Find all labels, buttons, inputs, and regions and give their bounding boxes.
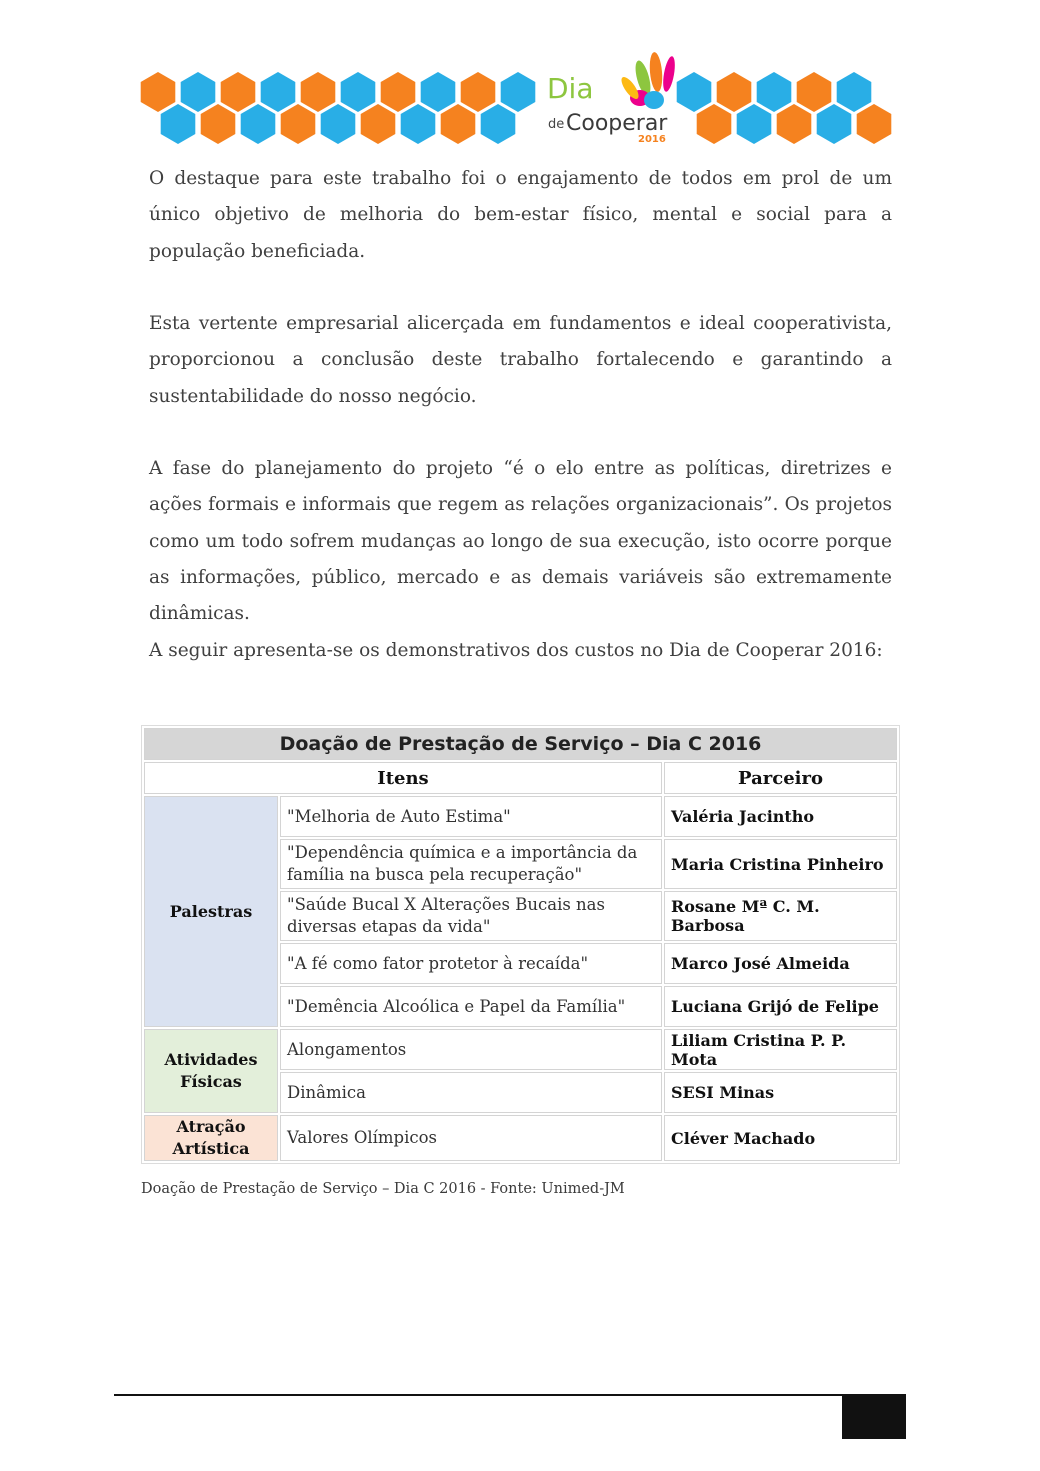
hexagon-shape xyxy=(281,104,316,144)
hexagon-shape xyxy=(341,72,376,112)
partner-cell: Valéria Jacintho xyxy=(664,796,897,837)
item-cell: "A fé como fator protetor à recaída" xyxy=(280,943,662,984)
table-row xyxy=(144,796,897,837)
paragraph-3: A fase do planejamento do projeto “é o elo entre as políticas, diretrizes e ações formais e informais que regem as relações organizacionais”. Os projetos como um todo sofrem mudanças ao longo de sua execução, isto ocorre porque as informações, público, mercado e as demais variáveis são extremamente dinâmicas. xyxy=(149,458,892,625)
hexagon-shape xyxy=(837,72,872,112)
hexagon-shape xyxy=(481,104,516,144)
paragraph-4: A seguir apresenta-se os demonstrativos dos custos no Dia de Cooperar 2016: xyxy=(149,640,883,661)
item-cell: "Melhoria de Auto Estima" xyxy=(280,796,662,837)
hexagon-shape xyxy=(401,104,436,144)
hexagon-shape xyxy=(321,104,356,144)
hexagon-shape xyxy=(777,104,812,144)
hexagon-shape xyxy=(241,104,276,144)
logo-year: 2016 xyxy=(638,134,666,145)
hexagon-shape xyxy=(201,104,236,144)
paragraph-1: O destaque para este trabalho foi o engajamento de todos em prol de um único objetivo de melhoria do bem-estar físico, mental e social para a população beneficiada. xyxy=(149,168,892,262)
category-palestras: Palestras xyxy=(144,796,278,1027)
category-atividades-fisicas: Atividades Físicas xyxy=(144,1029,278,1113)
donation-table xyxy=(141,725,900,1164)
category-atracao-artistica: Atração Artística xyxy=(144,1115,278,1161)
footer-divider xyxy=(114,1394,906,1396)
hexagon-shape xyxy=(141,72,176,112)
header-parceiro: Parceiro xyxy=(664,762,897,794)
hexagon-shape xyxy=(757,72,792,112)
hexagon-shape xyxy=(381,72,416,112)
partner-cell: SESI Minas xyxy=(664,1072,897,1113)
logo-de: de xyxy=(548,117,565,132)
table-row xyxy=(144,1115,897,1161)
hexagon-shape xyxy=(461,72,496,112)
partner-cell: Rosane Mª C. M. Barbosa xyxy=(664,891,897,941)
logo-dia: Dia xyxy=(547,72,594,105)
table-title: Doação de Prestação de Serviço – Dia C 2016 xyxy=(144,728,897,760)
item-cell: Valores Olímpicos xyxy=(280,1115,662,1161)
paragraph-2: Esta vertente empresarial alicerçada em fundamentos e ideal cooperativista, proporcionou a conclusão deste trabalho fortalecendo e garantindo a sustentabilidade do nosso negócio. xyxy=(149,313,892,407)
hexagon-shape xyxy=(181,72,216,112)
hexagon-shape xyxy=(697,104,732,144)
item-cell: Alongamentos xyxy=(280,1029,662,1070)
item-cell: "Saúde Bucal X Alterações Bucais nas diversas etapas da vida" xyxy=(280,891,662,941)
hexagon-shape xyxy=(797,72,832,112)
hexagon-shape xyxy=(817,104,852,144)
header-itens: Itens xyxy=(144,762,662,794)
hexagon-shape xyxy=(361,104,396,144)
header-banner xyxy=(138,48,894,148)
hexagon-shape xyxy=(301,72,336,112)
item-cell: "Dependência química e a importância da família na busca pela recuperação" xyxy=(280,839,662,889)
hexagon-shape xyxy=(261,72,296,112)
hexagon-shape xyxy=(737,104,772,144)
hexagon-shape xyxy=(857,104,892,144)
hexagon-pattern xyxy=(141,72,892,144)
page-number-box xyxy=(842,1396,906,1439)
table-caption: Doação de Prestação de Serviço – Dia C 2016 - Fonte: Unimed-JM xyxy=(141,1181,625,1197)
hexagon-shape xyxy=(677,72,712,112)
hand-logo-icon xyxy=(618,52,677,109)
partner-cell: Luciana Grijó de Felipe xyxy=(664,986,897,1027)
hexagon-shape xyxy=(161,104,196,144)
hexagon-shape xyxy=(421,72,456,112)
partner-cell: Cléver Machado xyxy=(664,1115,897,1161)
logo-cooperar: Cooperar xyxy=(566,111,668,136)
hexagon-shape xyxy=(717,72,752,112)
hexagon-shape xyxy=(441,104,476,144)
hexagon-shape xyxy=(221,72,256,112)
partner-cell: Marco José Almeida xyxy=(664,943,897,984)
hexagon-shape xyxy=(501,72,536,112)
partner-cell: Maria Cristina Pinheiro xyxy=(664,839,897,889)
table-row xyxy=(144,1029,897,1070)
item-cell: "Demência Alcoólica e Papel da Família" xyxy=(280,986,662,1027)
item-cell: Dinâmica xyxy=(280,1072,662,1113)
partner-cell: Liliam Cristina P. P. Mota xyxy=(664,1029,897,1070)
